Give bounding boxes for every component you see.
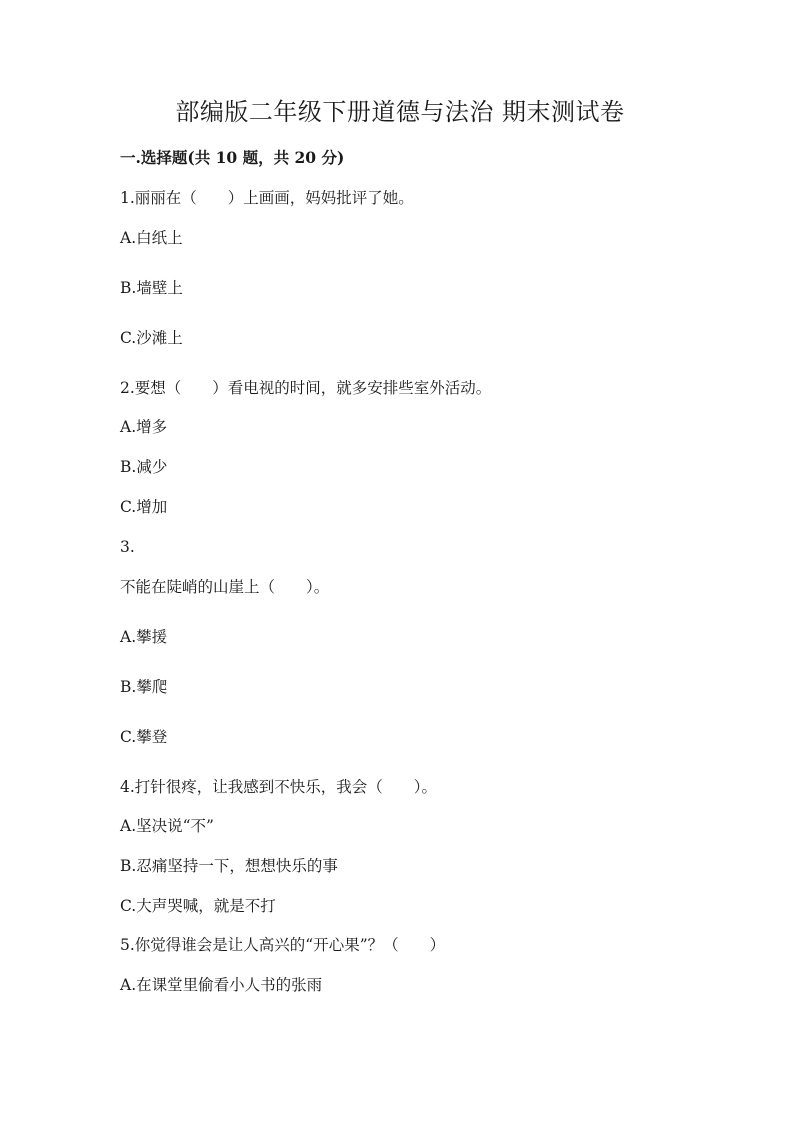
question-2-option-c: C.增加 — [120, 498, 168, 516]
question-4-option-c: C.大声哭喊，就是不打 — [120, 897, 276, 915]
question-3-number: 3. — [120, 538, 135, 556]
question-5-stem: 5.你觉得谁会是让人高兴的“开心果”？（ ） — [120, 936, 446, 954]
question-3-option-a: A.攀援 — [120, 628, 168, 646]
question-1-option-a: A.白纸上 — [120, 229, 183, 247]
question-4-option-a: A.坚决说“不” — [120, 817, 214, 835]
question-5-option-a: A.在课堂里偷看小人书的张雨 — [120, 976, 323, 994]
question-1-stem: 1.丽丽在（ ）上画画，妈妈批评了她。 — [120, 189, 414, 207]
question-1-option-b: B.墙壁上 — [120, 279, 183, 297]
question-2-option-b: B.减少 — [120, 458, 168, 476]
section-heading: 一.选择题(共 10 题，共 20 分) — [120, 148, 345, 167]
question-2-option-a: A.增多 — [120, 418, 168, 436]
question-2-stem: 2.要想（ ）看电视的时间，就多安排些室外活动。 — [120, 379, 492, 397]
question-4-stem: 4.打针很疼，让我感到不快乐，我会（ ）。 — [120, 778, 438, 796]
question-3-stem: 不能在陡峭的山崖上（ ）。 — [120, 578, 330, 596]
document-title: 部编版二年级下册道德与法治 期末测试卷 — [175, 98, 625, 126]
question-1-option-c: C.沙滩上 — [120, 329, 183, 347]
question-3-option-c: C.攀登 — [120, 728, 168, 746]
question-3-option-b: B.攀爬 — [120, 678, 168, 696]
question-4-option-b: B.忍痛坚持一下，想想快乐的事 — [120, 857, 338, 875]
